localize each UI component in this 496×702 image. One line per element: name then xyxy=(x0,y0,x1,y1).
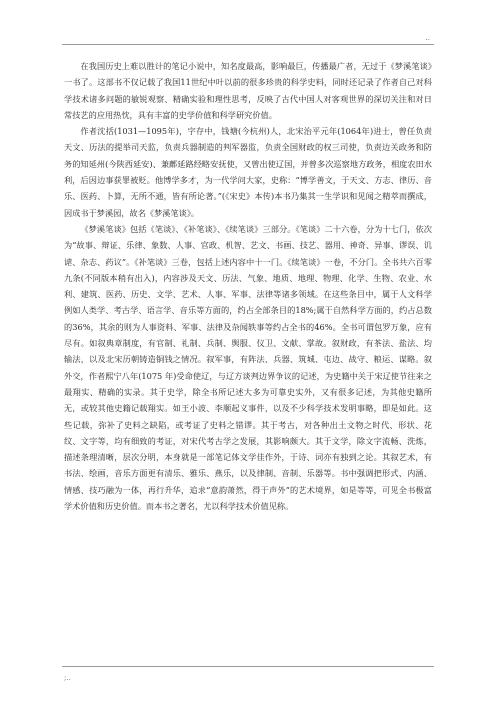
document-body xyxy=(64,58,432,514)
footer-rule xyxy=(62,666,434,667)
header-rule xyxy=(62,44,434,45)
header-mark: .. xyxy=(425,34,430,42)
paragraph-contents: 《梦溪笔谈》包括《笔谈》、《补笔谈》、《续笔谈》三部分。《笔谈》二十六卷，分为十七门，依次为“故事、辩证、乐律、象数、人事、官政、机智、艺文、书画、技艺、器用、神奇、异事、谬误、讥谑、杂志、药议”。《补笔谈》三卷，包括上述内容中十一门。《续笔谈》一卷，不分门。全书共六百零九条(不同版本稍有出入)，内容涉及天文、历法、气象、地质、地理、物理、化学、生物、农业、水利、建筑、医药、历史、文学、艺术、人事、军事、法律等诸多领域。在这些条目中，属于人文科学例如人类学、考古学、语言学、音乐等方面的，约占全部条目的18%;属于自然科学方面的，约占总数的36%，其余的则为人事资料、军事、法律及杂闻轶事等约占全书的46%。全书可谓包罗万象，应有尽有。如叙典章制度，有官制、礼制、兵制、舆服、仪卫、文献、掌故。叙财政，有茶法、盐法、均输法，以及北宋历朝铸造铜钱之情况。叙军事，有阵法、兵器、筑城、屯边、战守、粮运、谋略。叙外交，作者熙宁八年(1075 年)受命使辽，与辽方谈判边界争议的记述，为史籍中关于宋辽使节往来之最翔实、精确的实录。其于史学，除全书所记述大多为可靠史实外，又有很多记述，为其他史籍所无，或较其他史籍记载翔实。如王小波、李顺起义事件，以及不少科学技术发明事略，即是如此。这些记载，弥补了史料之缺陷，或考证了史料之错谬。其于考古，对各种出土文物之时代、形状、花纹、文字等，均有细致的考证，对宋代考古学之发展，其影响颇大。其于文学，除文字流畅、洗炼，描述条理清晰，层次分明，本身就是一部笔记体文学佳作外，于诗、词亦有独到之论。其叙艺术，有书法、绘画，音乐方面更有清乐、雅乐、燕乐，以及律制、音制、乐器等。书中强调把形式、内涵、情感、技巧融为一体，再行升华，追求“意韵萧然，得于声外”的艺术境界，如是等等，可见全书极富学术价值和历史价值。而本书之著名，尤以科学技术价值见称。 xyxy=(64,223,432,512)
paragraph-author: 作者沈括(1031—1095年)，字存中，钱塘(今杭州)人，北宋治平元年(1064年)进士，曾任负责天文、历法的提举司天监，负责兵器制造的判军器监，负责全国财政的权三司使，负责边关政务和防务的知延州(今陕西延安)、兼鄜延路经略安抚使，又曾出使辽国，并曾多次巡察地方政务，相度农田水利，后因边事获罪被贬。他博学多才，为一代学问大家，史称：“博学善文，于天文、方志、律历、音乐、医药、卜算，无所不通，皆有所论著。”(《宋史》本传)本书乃集其一生学识和见闻之精萃而撰成，因成书于梦溪园，故名《梦溪笔谈》。 xyxy=(64,126,432,218)
footer-mark: ;.. xyxy=(64,674,71,682)
paragraph-intro: 在我国历史上难以胜计的笔记小说中，知名度最高，影响最巨，传播最广者，无过于《梦溪笔谈》一书了。这部书不仅记载了我国11世纪中叶以前的很多珍贵的科学史料，同时还记录了作者自己对科学技术诸多问题的敏锐观察、精确实验和理性思考，反映了古代中国人对客观世界的深切关注和对日常技艺的应用热忱，具有丰富的史学价值和科学研究价值。 xyxy=(64,61,432,120)
